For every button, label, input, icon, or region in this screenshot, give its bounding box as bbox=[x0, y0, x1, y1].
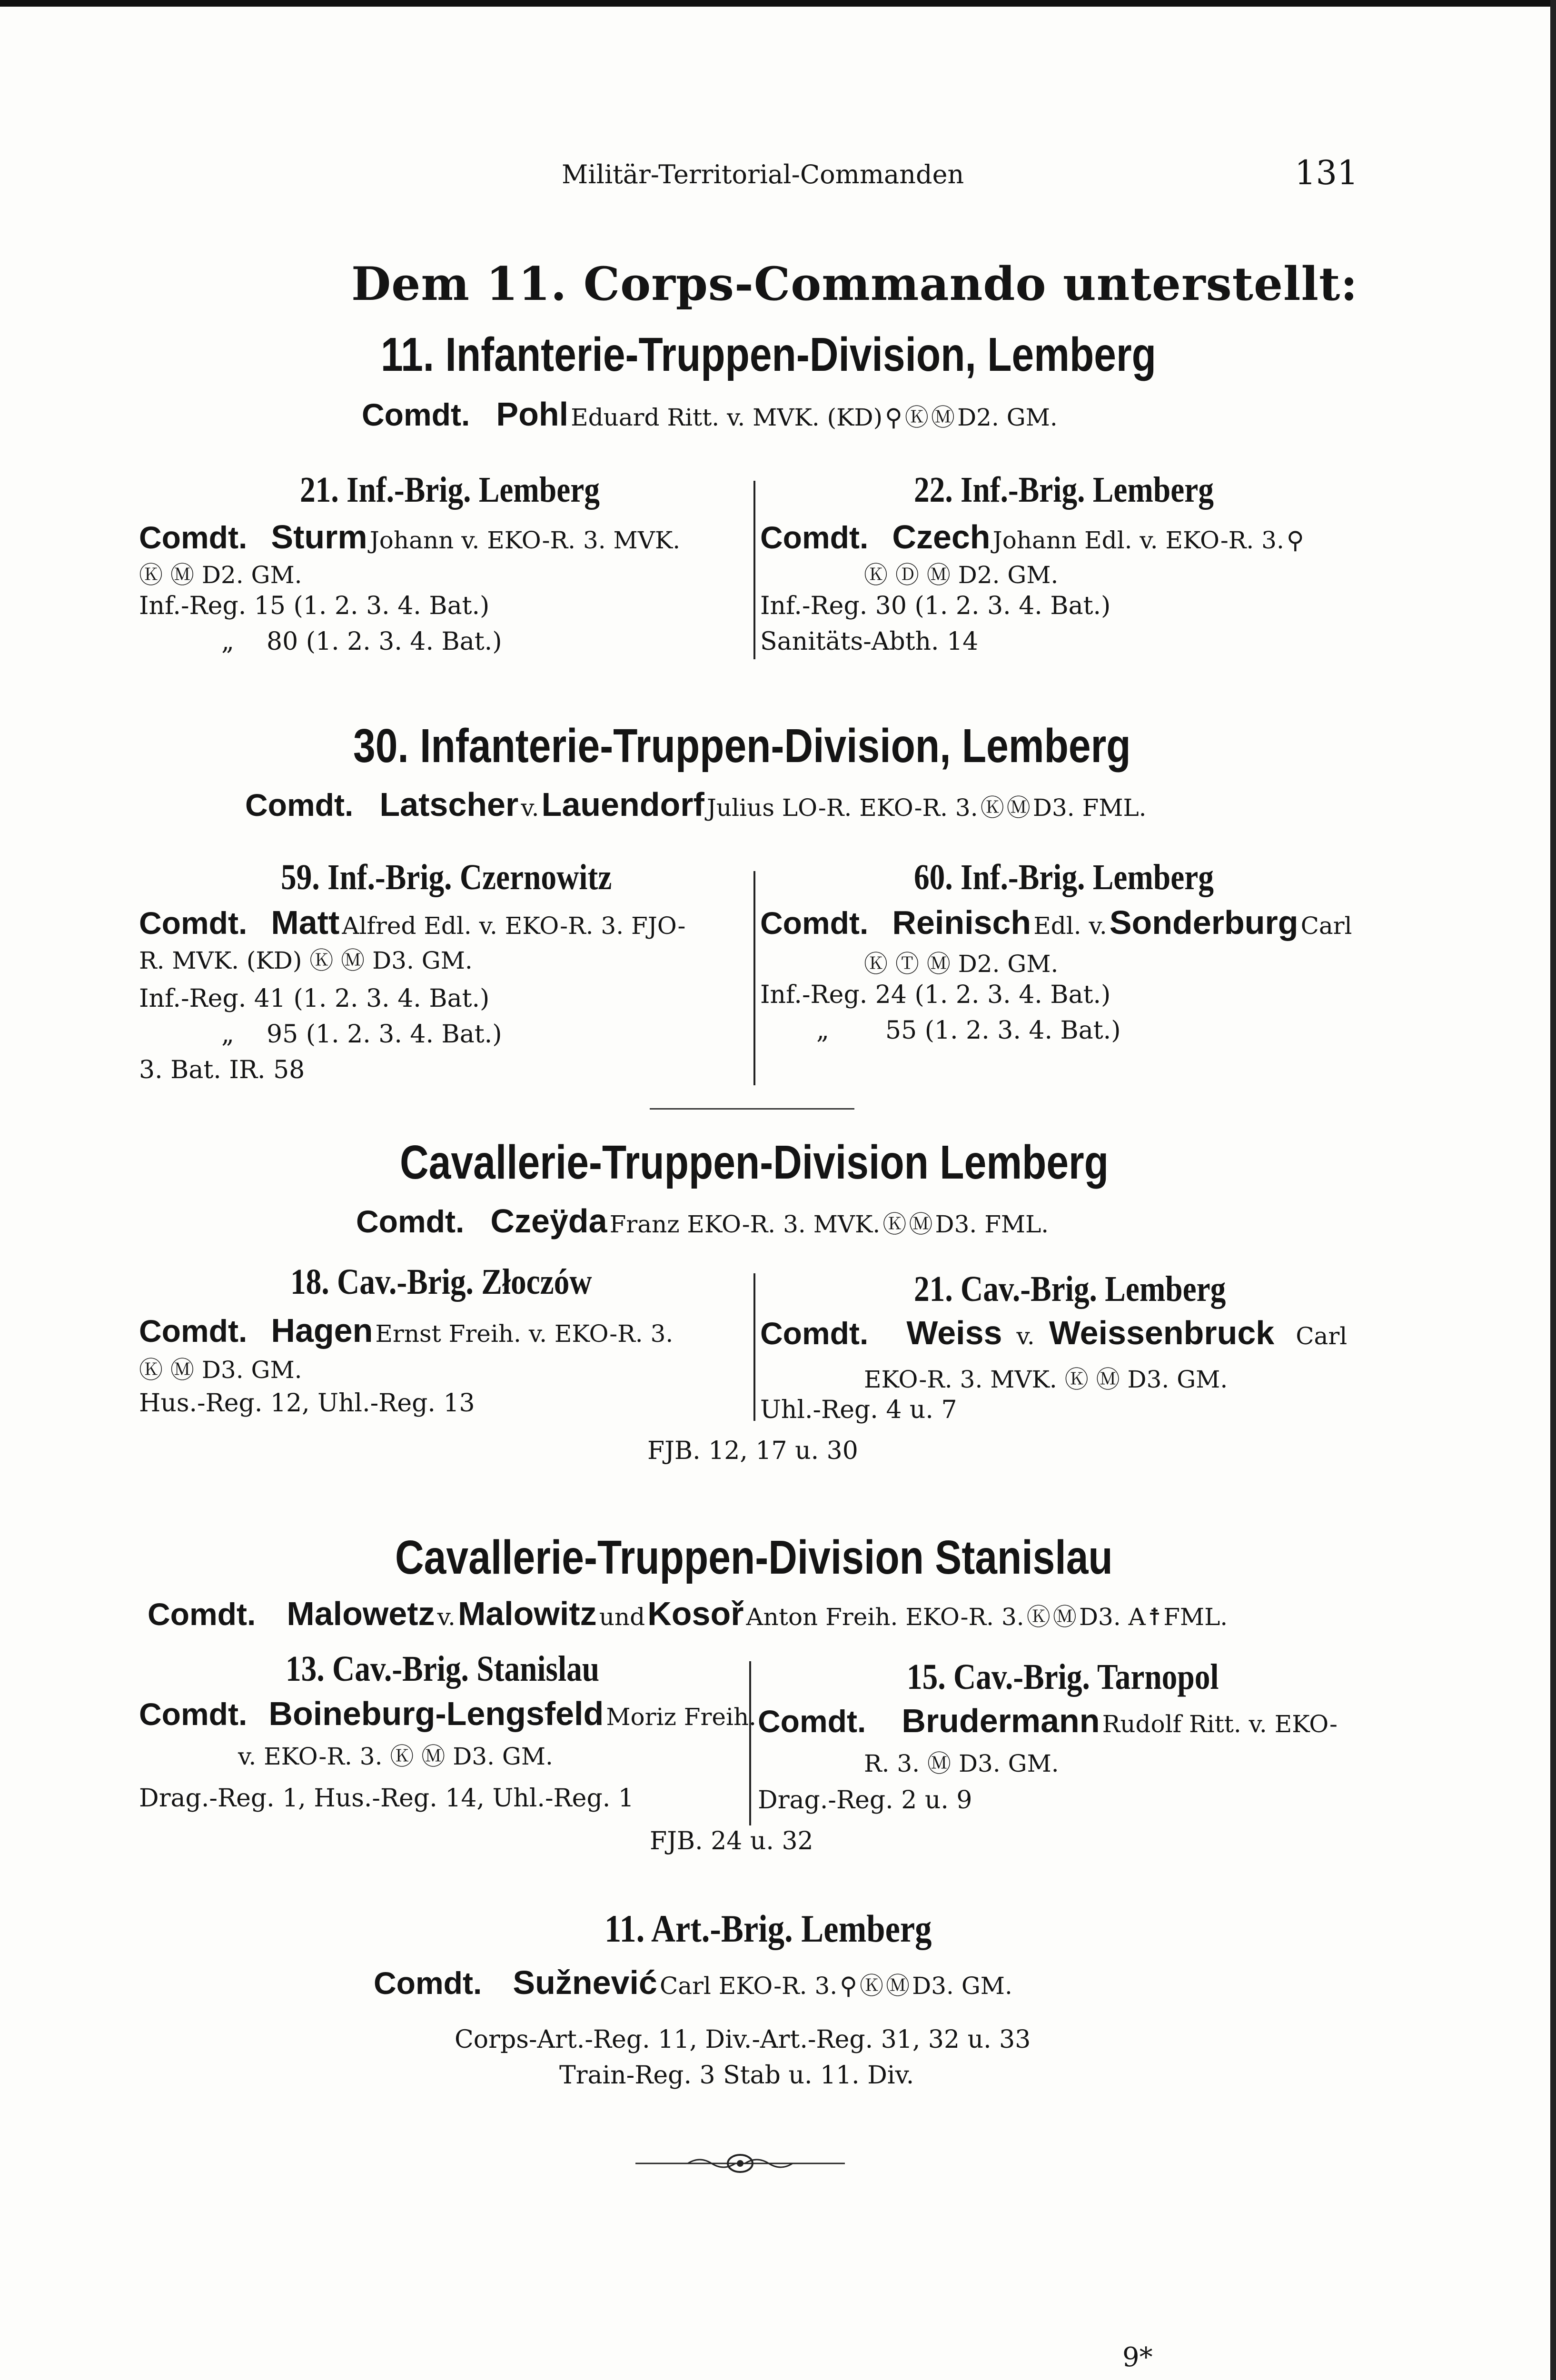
m-medal-icon: Ⓜ bbox=[909, 1210, 933, 1238]
cross-decoration-icon: ⚲ bbox=[1286, 526, 1304, 554]
brigade-59-ditto: „ bbox=[221, 1020, 234, 1049]
cav-brigade-18-decorations bbox=[139, 1351, 302, 1385]
m-medal-icon: Ⓜ bbox=[1006, 794, 1031, 822]
commander-details: Franz EKO-R. 3. MVK. bbox=[609, 1210, 881, 1238]
m-medal-icon: Ⓜ bbox=[926, 561, 951, 589]
comdt-label: Comdt. bbox=[245, 787, 354, 823]
train-regiment: Train-Reg. 3 Stab u. 11. Div. bbox=[559, 2061, 914, 2090]
k-medal-icon: Ⓚ bbox=[882, 1210, 907, 1238]
cav-division-lemberg-jaeger: FJB. 12, 17 u. 30 bbox=[647, 1437, 858, 1465]
artillery-brigade-commander bbox=[374, 1964, 1012, 2002]
brigade-60-ditto: „ bbox=[816, 1016, 829, 1045]
cav-brigade-21-regiments: Uhl.-Reg. 4 u. 7 bbox=[760, 1396, 957, 1424]
name-connector: v. bbox=[437, 1603, 456, 1631]
commander-name: Malowetz bbox=[287, 1595, 435, 1632]
name-connector: Edl. v. bbox=[1033, 912, 1107, 940]
commander-rank: D2. GM. bbox=[958, 561, 1059, 589]
cav-division-stanislau-title: Cavallerie-Truppen-Division Stanislau bbox=[395, 1531, 1113, 1584]
ornament-divider bbox=[635, 2152, 845, 2175]
commander-details: Ernst Freih. v. EKO-R. 3. bbox=[375, 1320, 674, 1348]
brigade-21-regiments-2: 80 (1. 2. 3. 4. Bat.) bbox=[267, 627, 502, 656]
commander-rank: D2. GM. bbox=[958, 950, 1059, 978]
cav-brigade-13-title: 13. Cav.-Brig. Stanislau bbox=[286, 1649, 600, 1689]
k-medal-icon: Ⓚ bbox=[980, 794, 1004, 822]
commander-name-3: Kosoř bbox=[647, 1595, 744, 1632]
commander-details: Anton Freih. EKO-R. 3. bbox=[746, 1603, 1024, 1631]
comdt-label: Comdt. bbox=[760, 1316, 869, 1351]
cav-brigade-18-commander bbox=[139, 1311, 673, 1349]
k-medal-icon: Ⓚ bbox=[1064, 1366, 1089, 1393]
commander-details: Carl bbox=[1296, 1322, 1348, 1350]
commander-details: Rudolf Ritt. v. EKO- bbox=[1102, 1710, 1338, 1738]
m-medal-icon: Ⓜ bbox=[341, 947, 365, 974]
comdt-label: Comdt. bbox=[148, 1597, 256, 1632]
commander-rank: D3. GM. bbox=[453, 1743, 553, 1770]
commander-rank-2: FML. bbox=[1163, 1603, 1228, 1631]
commander-name: Boineburg-Lengsfeld bbox=[268, 1695, 604, 1732]
artillery-brigade-title: 11. Art.-Brig. Lemberg bbox=[605, 1907, 932, 1950]
commander-name: Czeÿda bbox=[490, 1202, 607, 1240]
commander-rank: D3. GM. bbox=[1127, 1366, 1228, 1393]
commander-name: Sturm bbox=[271, 518, 367, 555]
brigade-22-decorations bbox=[864, 556, 1058, 590]
column-divider bbox=[749, 1661, 751, 1825]
comdt-label: Comdt. bbox=[139, 520, 248, 555]
brigade-60-regiments: Inf.-Reg. 24 (1. 2. 3. 4. Bat.) bbox=[760, 981, 1111, 1009]
t-medal-icon: Ⓣ bbox=[895, 950, 919, 978]
k-medal-icon: Ⓚ bbox=[139, 561, 163, 589]
cav-brigade-15-decorations bbox=[864, 1745, 1059, 1779]
m-medal-icon: Ⓜ bbox=[421, 1743, 446, 1770]
division-30-title: 30. Infanterie-Truppen-Division, Lemberg bbox=[353, 719, 1131, 773]
k-medal-icon: Ⓚ bbox=[859, 1972, 883, 2000]
m-medal-icon: Ⓜ bbox=[1096, 1366, 1120, 1393]
cav-brigade-15-commander bbox=[758, 1702, 1338, 1740]
cav-brigade-21-decorations bbox=[864, 1360, 1228, 1395]
column-divider bbox=[753, 481, 755, 659]
page-number: 131 bbox=[1295, 153, 1358, 192]
commander-details: Johann v. EKO-R. 3. MVK. bbox=[369, 526, 681, 554]
cav-brigade-13-regiments: Drag.-Reg. 1, Hus.-Reg. 14, Uhl.-Reg. 1 bbox=[139, 1784, 634, 1813]
signature-mark: 9* bbox=[1122, 2342, 1153, 2373]
commander-details: Carl EKO-R. 3. bbox=[659, 1972, 838, 2000]
cav-brigade-21-commander bbox=[760, 1314, 1347, 1352]
commander-name: Weiss bbox=[906, 1314, 1002, 1351]
m-medal-icon: Ⓜ bbox=[170, 1356, 194, 1384]
commander-name: Hagen bbox=[271, 1312, 373, 1349]
commander-name-2: Malowitz bbox=[457, 1595, 597, 1632]
commander-details: Moriz Freih. bbox=[606, 1703, 757, 1731]
brigade-21-title: 21. Inf.-Brig. Lemberg bbox=[300, 470, 600, 510]
comdt-label: Comdt. bbox=[139, 1313, 248, 1349]
cav-division-stanislau-commander bbox=[148, 1595, 1228, 1633]
commander-name-2: Sonderburg bbox=[1109, 904, 1298, 941]
k-medal-icon: Ⓚ bbox=[390, 1743, 414, 1770]
artillery-regiments: Corps-Art.-Reg. 11, Div.-Art.-Reg. 31, 32 u. 33 bbox=[455, 2025, 1031, 2054]
brigade-21-ditto: „ bbox=[221, 627, 234, 656]
brigade-22-title: 22. Inf.-Brig. Lemberg bbox=[914, 470, 1214, 510]
comdt-label: Comdt. bbox=[139, 905, 248, 941]
commander-details: Alfred Edl. v. EKO-R. 3. FJO- bbox=[342, 912, 686, 940]
division-11-commander bbox=[362, 395, 1058, 433]
commander-rank: D3. A bbox=[1079, 1603, 1146, 1631]
brigade-21-decorations bbox=[139, 556, 302, 590]
commander-rank: D3. GM. bbox=[912, 1972, 1012, 2000]
m-medal-icon: Ⓜ bbox=[926, 950, 951, 978]
commander-details: Johann Edl. v. EKO-R. 3. bbox=[992, 526, 1284, 554]
commander-rank: D3. GM. bbox=[958, 1750, 1059, 1777]
brigade-22-regiments: Inf.-Reg. 30 (1. 2. 3. 4. Bat.) bbox=[760, 592, 1111, 620]
cav-brigade-18-regiments: Hus.-Reg. 12, Uhl.-Reg. 13 bbox=[139, 1389, 475, 1418]
k-medal-icon: Ⓚ bbox=[864, 950, 888, 978]
brigade-60-title: 60. Inf.-Brig. Lemberg bbox=[914, 857, 1214, 897]
commander-details-2: v. EKO-R. 3. bbox=[238, 1743, 383, 1770]
commander-rank: D2. GM. bbox=[201, 561, 302, 589]
commander-name: Latscher bbox=[379, 786, 519, 823]
commander-details-2: R. MVK. (KD) bbox=[139, 947, 302, 974]
commander-name-2: Lauendorf bbox=[541, 786, 704, 823]
commander-rank: D3. GM. bbox=[201, 1356, 302, 1384]
cross-decoration-icon: ⚲ bbox=[885, 404, 902, 431]
brigade-21-regiments: Inf.-Reg. 15 (1. 2. 3. 4. Bat.) bbox=[139, 592, 490, 620]
brigade-59-battalion: 3. Bat. IR. 58 bbox=[139, 1056, 305, 1084]
cav-brigade-13-decorations bbox=[238, 1737, 553, 1772]
m-medal-icon: Ⓜ bbox=[170, 561, 194, 589]
commander-name-2: Weissenbruck bbox=[1049, 1314, 1275, 1351]
cav-brigade-13-commander bbox=[139, 1695, 756, 1733]
brigade-60-commander bbox=[760, 903, 1352, 942]
column-divider bbox=[753, 871, 755, 1085]
commander-details: Julius LO-R. EKO-R. 3. bbox=[706, 794, 978, 822]
comdt-label: Comdt. bbox=[374, 1965, 482, 2001]
brigade-59-regiments-2: 95 (1. 2. 3. 4. Bat.) bbox=[267, 1020, 502, 1049]
main-heading: Dem 11. Corps-Commando unterstellt: bbox=[351, 257, 1358, 311]
commander-name: Pohl bbox=[496, 396, 569, 433]
brigade-59-decorations bbox=[139, 942, 473, 976]
cav-brigade-15-title: 15. Cav.-Brig. Tarnopol bbox=[907, 1657, 1219, 1697]
name-connector-2: und bbox=[599, 1603, 645, 1631]
commander-details: Carl bbox=[1300, 912, 1352, 940]
m-medal-icon: Ⓜ bbox=[1052, 1603, 1077, 1631]
comdt-label: Comdt. bbox=[362, 397, 470, 432]
brigade-22-sanitaets: Sanitäts-Abth. 14 bbox=[760, 627, 979, 656]
cav-brigade-18-title: 18. Cav.-Brig. Złoczów bbox=[290, 1262, 592, 1302]
cav-division-lemberg-title: Cavallerie-Truppen-Division Lemberg bbox=[400, 1136, 1109, 1189]
section-rule bbox=[650, 1108, 854, 1110]
comdt-label: Comdt. bbox=[760, 520, 869, 555]
comdt-label: Comdt. bbox=[758, 1704, 866, 1739]
scan-edge-right bbox=[1550, 0, 1556, 2380]
k-medal-icon: Ⓚ bbox=[309, 947, 334, 974]
comdt-label: Comdt. bbox=[139, 1696, 248, 1732]
commander-rank: D3. GM. bbox=[372, 947, 473, 974]
column-divider bbox=[753, 1273, 755, 1421]
scan-edge-top bbox=[0, 0, 1556, 7]
commander-rank: D2. GM. bbox=[957, 404, 1058, 431]
comdt-label: Comdt. bbox=[356, 1204, 465, 1239]
brigade-21-commander bbox=[139, 518, 680, 556]
commander-rank: D3. FML. bbox=[935, 1210, 1049, 1238]
name-connector: v. bbox=[1016, 1322, 1035, 1350]
m-medal-icon: Ⓜ bbox=[886, 1972, 910, 2000]
m-medal-icon: Ⓜ bbox=[931, 404, 955, 431]
commander-name: Brudermann bbox=[902, 1702, 1100, 1739]
division-30-commander bbox=[245, 785, 1147, 823]
commander-details-2: R. 3. bbox=[864, 1750, 920, 1777]
brigade-60-decorations bbox=[864, 945, 1058, 979]
cav-division-stanislau-jaeger: FJB. 24 u. 32 bbox=[650, 1827, 813, 1855]
k-medal-icon: Ⓚ bbox=[1026, 1603, 1051, 1631]
d-medal-icon: Ⓓ bbox=[895, 561, 919, 589]
comdt-label: Comdt. bbox=[760, 905, 869, 941]
brigade-59-title: 59. Inf.-Brig. Czernowitz bbox=[281, 857, 612, 897]
commander-details: Eduard Ritt. v. MVK. (KD) bbox=[571, 404, 883, 431]
running-title: Militär-Territorial-Commanden bbox=[562, 159, 964, 189]
k-medal-icon: Ⓚ bbox=[904, 404, 929, 431]
commander-name: Reinisch bbox=[892, 904, 1031, 941]
commander-name: Matt bbox=[271, 904, 340, 941]
brigade-59-commander bbox=[139, 903, 685, 942]
k-medal-icon: Ⓚ bbox=[864, 561, 888, 589]
cav-division-lemberg-commander bbox=[356, 1202, 1049, 1240]
m-medal-icon: Ⓜ bbox=[927, 1750, 951, 1777]
cav-brigade-21-title: 21. Cav.-Brig. Lemberg bbox=[914, 1269, 1226, 1309]
commander-rank: D3. FML. bbox=[1032, 794, 1147, 822]
commander-details-2: EKO-R. 3. MVK. bbox=[864, 1366, 1057, 1393]
cav-brigade-15-regiments: Drag.-Reg. 2 u. 9 bbox=[758, 1786, 972, 1815]
brigade-59-regiments: Inf.-Reg. 41 (1. 2. 3. 4. Bat.) bbox=[139, 984, 490, 1013]
division-11-title: 11. Infanterie-Truppen-Division, Lemberg bbox=[381, 328, 1156, 381]
commander-name: Czech bbox=[892, 518, 991, 555]
commander-name: Sužnević bbox=[513, 1964, 657, 2001]
anchor-cross-icon: ☨ bbox=[1148, 1603, 1161, 1631]
k-medal-icon: Ⓚ bbox=[139, 1356, 163, 1384]
cross-decoration-icon: ⚲ bbox=[840, 1972, 857, 2000]
brigade-60-regiments-2: 55 (1. 2. 3. 4. Bat.) bbox=[885, 1016, 1121, 1045]
name-connector: v. bbox=[521, 794, 539, 822]
brigade-22-commander bbox=[760, 518, 1304, 556]
